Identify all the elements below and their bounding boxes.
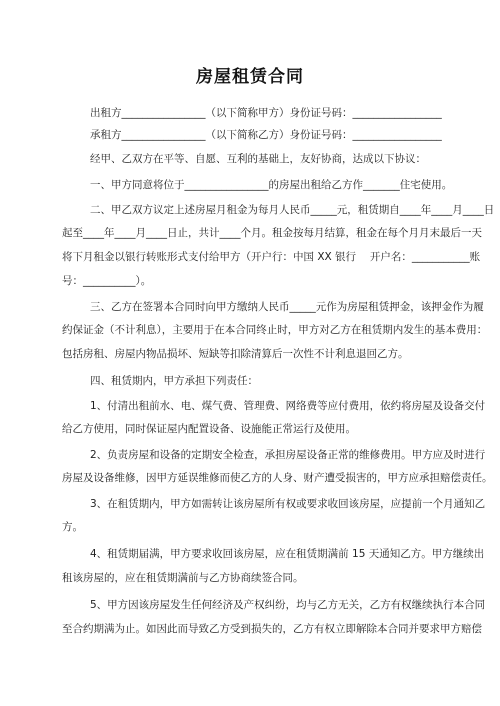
item-4-line-1: 4、租赁期届满，甲方要求收回该房屋，应在租赁期满前 15 天通知乙方。甲方继续出 bbox=[90, 548, 485, 560]
item-4-line-2: 租该房屋的，应在租赁期满前与乙方协商续签合同。 bbox=[62, 572, 304, 584]
item-1-line-1: 1、付清出租前水、电、煤气费、管理费、网络费等应付费用，依约将房屋及设备交付 bbox=[90, 400, 486, 412]
item-1-line-2: 给乙方使用，同时保证屋内配置设备、设施能正常运行及使用。 bbox=[62, 423, 356, 435]
clause-3-line-3: 包括房租、房屋内物品损坏、短缺等扣除清算后一次性不计利息退回乙方。 bbox=[62, 348, 409, 360]
clause-2-line-3: 将下月租金以银行转账形式支付给甲方（开户行：中国 XX 银行 开户名：___________账 bbox=[62, 251, 481, 263]
item-5-line-2: 至合约期满为止。如因此而导致乙方受到损失的，乙方有权立即解除本合同并要求甲方赔偿 bbox=[62, 623, 482, 635]
clause-2-line-4: 号：__________）。 bbox=[62, 275, 152, 287]
clause-3-line-1: 三、乙方在签署本合同时向甲方缴纳人民币_____元作为房屋租赁押金，该押金作为履 bbox=[90, 301, 484, 313]
lessor-line: 出租方________________（以下简称甲方）身份证号码：_________________ bbox=[90, 107, 442, 119]
clause-2-line-1: 二、甲乙双方议定上述房屋月租金为每月人民币_____元，租赁期自____年____月____日 bbox=[90, 204, 495, 216]
item-2-line-2: 房屋及设备维修，因甲方延误维修而使乙方的人身、财产遭受损害的，甲方应承担赔偿责任。 bbox=[62, 472, 493, 484]
document-title: 房屋租赁合同 bbox=[196, 67, 304, 87]
item-2-line-1: 2、负责房屋和设备的定期安全检查，承担房屋设备正常的维修费用。甲方应及时进行 bbox=[90, 449, 486, 461]
clause-3-line-2: 约保证金（不计利息），主要用于在本合同终止时，甲方对乙方在租赁期内发生的基本费用： bbox=[62, 324, 488, 336]
item-3-line-2: 方。 bbox=[62, 521, 83, 533]
item-5-line-1: 5、甲方因该房屋发生任何经济及产权纠纷，均与乙方无关，乙方有权继续执行本合同 bbox=[90, 599, 486, 611]
lessee-line: 承租方________________（以下简称乙方）身份证号码：_________________ bbox=[90, 129, 442, 141]
clause-4-heading: 四、租赁期内，甲方承担下列责任： bbox=[90, 375, 258, 387]
item-3-line-1: 3、在租赁期内，甲方如需转让该房屋所有权或要求收回该房屋，应提前一个月通知乙 bbox=[90, 498, 486, 510]
agreement-intro: 经甲、乙双方在平等、自愿、互利的基础上，友好协商，达成以下协议： bbox=[90, 153, 426, 165]
clause-2-line-2: 起至____年____月____日止，共计____个月。租金按每月结算，租金在每个月月末最后一天 bbox=[62, 227, 482, 239]
clause-1: 一、甲方同意将位于________________的房屋出租给乙方作_______住宅使用。 bbox=[90, 179, 453, 191]
